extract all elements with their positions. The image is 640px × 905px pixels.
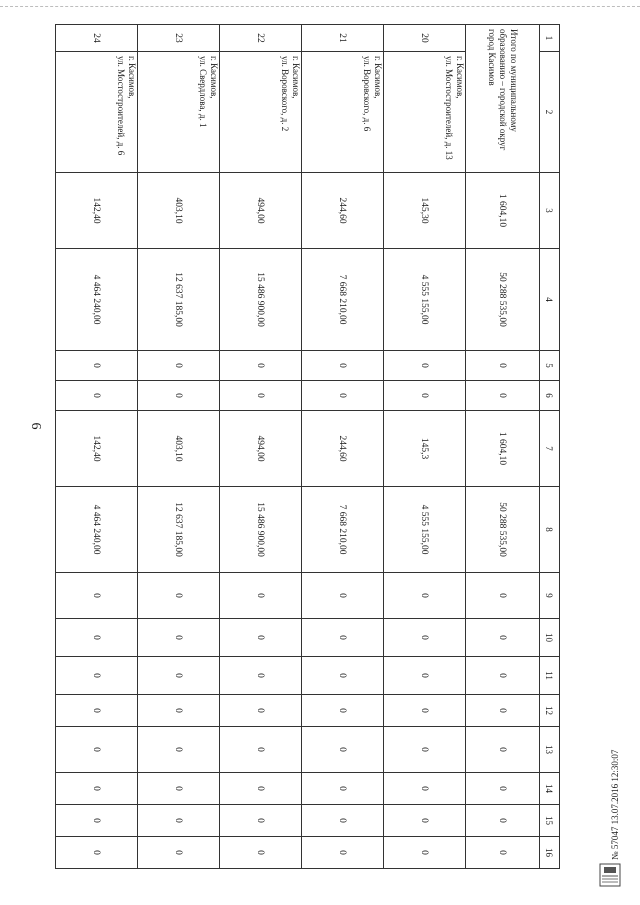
cell: 0 <box>138 619 220 657</box>
cell: 7 668 210,00 <box>302 249 384 351</box>
cell: 0 <box>220 351 302 381</box>
cell: 4 464 240,00 <box>56 487 138 573</box>
cell: 0 <box>384 657 466 695</box>
cell: 0 <box>302 657 384 695</box>
address-line-2: ул. Мостостроителей, д. 6 <box>115 56 126 156</box>
table-row <box>138 25 220 869</box>
address-line-2: ул. Воровского, д. 2 <box>279 56 290 132</box>
cell: 0 <box>220 837 302 869</box>
row-number: 22 <box>220 25 301 52</box>
cell: 0 <box>138 381 220 411</box>
cell: 0 <box>302 619 384 657</box>
table-row-total <box>466 25 540 869</box>
column-number: 3 <box>540 173 560 249</box>
cell: 0 <box>220 695 302 727</box>
cell: 0 <box>56 727 138 773</box>
total-label: Итого по муниципальному образованию – городской округ город Касимов <box>466 25 540 173</box>
cell: 0 <box>138 805 220 837</box>
column-number: 9 <box>540 573 560 619</box>
column-number: 14 <box>540 773 560 805</box>
cell: 0 <box>220 573 302 619</box>
cell: 0 <box>220 805 302 837</box>
cell: 0 <box>56 351 138 381</box>
cell: 0 <box>220 727 302 773</box>
cell: 0 <box>56 381 138 411</box>
cell: 0 <box>384 619 466 657</box>
table-row <box>384 25 466 869</box>
cell: 145,30 <box>384 173 466 249</box>
address-line-1: г. Касимов, <box>209 56 219 99</box>
cell: 0 <box>466 773 540 805</box>
row-number: 23 <box>138 25 219 52</box>
cell: 0 <box>384 837 466 869</box>
cell: 0 <box>384 727 466 773</box>
cell: 4 555 155,00 <box>384 487 466 573</box>
column-number: 11 <box>540 657 560 695</box>
cell: 7 668 210,00 <box>302 487 384 573</box>
column-number: 8 <box>540 487 560 573</box>
cell: 0 <box>302 773 384 805</box>
cell: 0 <box>466 805 540 837</box>
cell: 0 <box>138 727 220 773</box>
cell: 0 <box>384 381 466 411</box>
cell: 12 637 185,00 <box>138 487 220 573</box>
cell: 0 <box>384 573 466 619</box>
cell: 0 <box>220 381 302 411</box>
cell: 0 <box>138 573 220 619</box>
cell: 145,3 <box>384 411 466 487</box>
cell: 244,60 <box>302 411 384 487</box>
address-cell <box>384 25 466 173</box>
cell: 0 <box>56 837 138 869</box>
column-number: 16 <box>540 837 560 869</box>
column-number: 12 <box>540 695 560 727</box>
cell: 0 <box>220 657 302 695</box>
column-number: 1 <box>540 25 559 52</box>
cell: 0 <box>56 695 138 727</box>
cell: 0 <box>302 381 384 411</box>
table-row <box>220 25 302 869</box>
column-number: 10 <box>540 619 560 657</box>
row-number: 24 <box>56 25 137 52</box>
cell: 0 <box>384 695 466 727</box>
column-number: 15 <box>540 805 560 837</box>
cell: 0 <box>220 619 302 657</box>
cell: 4 555 155,00 <box>384 249 466 351</box>
column-number-row <box>540 25 560 869</box>
cell: 0 <box>56 805 138 837</box>
cell: 0 <box>220 773 302 805</box>
cell: 0 <box>56 573 138 619</box>
cell: 0 <box>466 837 540 869</box>
address-cell <box>220 25 302 173</box>
address-line-1: г. Касимов, <box>455 56 465 99</box>
cell: 0 <box>56 657 138 695</box>
address-line-2: ул. Воровского, д. 6 <box>361 56 372 132</box>
cell: 1 604,10 <box>466 173 540 249</box>
column-number: 13 <box>540 727 560 773</box>
cell: 403,10 <box>138 411 220 487</box>
stamp-seal-icon <box>598 862 622 888</box>
cell: 0 <box>466 619 540 657</box>
cell: 0 <box>466 573 540 619</box>
address-cell <box>138 25 220 173</box>
cell: 0 <box>302 695 384 727</box>
cell: 0 <box>56 619 138 657</box>
cell: 244,60 <box>302 173 384 249</box>
row-number: 21 <box>302 25 383 52</box>
page-number: 6 <box>28 422 43 430</box>
cell: 0 <box>138 773 220 805</box>
cell: 0 <box>138 351 220 381</box>
cell: 0 <box>466 727 540 773</box>
address-cell <box>302 25 384 173</box>
cell: 0 <box>384 773 466 805</box>
table-row <box>302 25 384 869</box>
cell: 0 <box>138 657 220 695</box>
cell: 15 486 900,00 <box>220 249 302 351</box>
cell: 50 288 535,00 <box>466 487 540 573</box>
data-table <box>55 24 560 869</box>
cell: 0 <box>138 695 220 727</box>
cell: 0 <box>56 773 138 805</box>
cell: 1 604,10 <box>466 411 540 487</box>
cell: 0 <box>384 351 466 381</box>
cell: 0 <box>466 695 540 727</box>
address-line-2: ул. Мостостроителей, д. 13 <box>443 56 454 160</box>
column-number: 5 <box>540 351 560 381</box>
table-row <box>56 25 138 869</box>
address-cell <box>56 25 138 173</box>
cell: 0 <box>466 381 540 411</box>
address-line-1: г. Касимов, <box>291 56 301 99</box>
address-line-1: г. Касимов, <box>373 56 383 99</box>
cell: 142,40 <box>56 173 138 249</box>
cell: 0 <box>302 727 384 773</box>
cell: 494,00 <box>220 173 302 249</box>
cell: 4 464 240,00 <box>56 249 138 351</box>
cell: 0 <box>466 351 540 381</box>
cell: 50 288 535,00 <box>466 249 540 351</box>
column-number: 4 <box>540 249 560 351</box>
registration-stamp: № 57047 13.07.2016 12:30:07 <box>610 749 620 860</box>
cell: 0 <box>138 837 220 869</box>
cell: 0 <box>302 805 384 837</box>
column-number: 7 <box>540 411 560 487</box>
cell: 12 637 185,00 <box>138 249 220 351</box>
column-number: 2 <box>544 109 555 115</box>
address-line-1: г. Касимов, <box>127 56 137 99</box>
column-number: 6 <box>540 381 560 411</box>
column-number-cell <box>540 25 560 173</box>
address-line-2: ул. Свердлова, д. 1 <box>197 56 208 128</box>
row-number: 20 <box>384 25 465 52</box>
cell: 0 <box>466 657 540 695</box>
cell: 403,10 <box>138 173 220 249</box>
cell: 15 486 900,00 <box>220 487 302 573</box>
cell: 494,00 <box>220 411 302 487</box>
cell: 0 <box>302 351 384 381</box>
cell: 0 <box>302 837 384 869</box>
cell: 0 <box>302 573 384 619</box>
cell: 0 <box>384 805 466 837</box>
cell: 142,40 <box>56 411 138 487</box>
